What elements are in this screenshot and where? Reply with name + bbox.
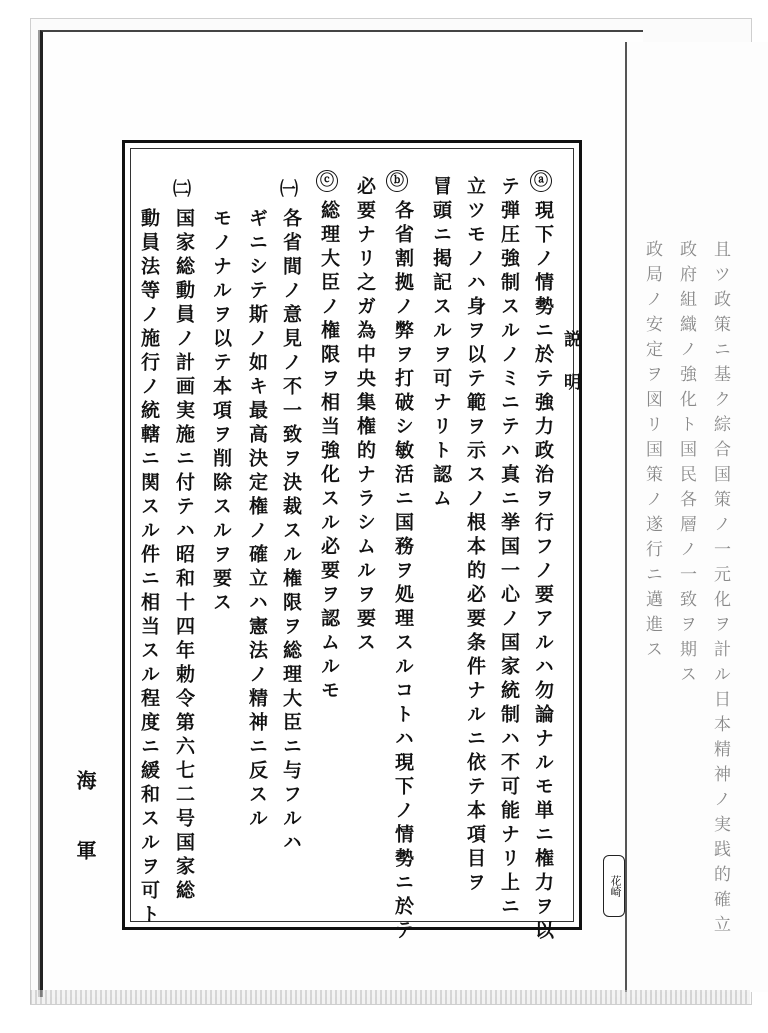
text-column: 現下ノ情勢ニ於テ強力政治ヲ行フノ要アルハ勿論ナルモ単ニ権力ヲ以 — [532, 200, 554, 944]
text-column: 各省割拠ノ弊ヲ打破シ敏活ニ国務ヲ処理スルコトハ現下ノ情勢ニ於テ — [392, 200, 414, 944]
heading-setsumei: 説明 — [560, 330, 580, 416]
marker-b: ⓑ — [386, 170, 408, 192]
marker-c: ⓒ — [316, 170, 338, 192]
text-column: 各省間ノ意見ノ不一致ヲ決裁スル権限ヲ総理大臣ニ与フルハ — [280, 208, 302, 856]
text-column: ギニシテ斯ノ如キ最高決定権ノ確立ハ憲法ノ精神ニ反スル — [246, 208, 268, 832]
right-page-column: 且ツ政策ニ基ク綜合国策ノ一元化ヲ計ル日本精神ノ実践的確立 — [710, 240, 730, 940]
marker-a: ⓐ — [530, 170, 552, 192]
text-column: 国家総動員ノ計画実施ニ付テハ昭和十四年勅令第六七二号国家総 — [173, 208, 195, 904]
text-column: 総理大臣ノ権限ヲ相当強化スル必要ヲ認ムルモ — [318, 200, 340, 704]
marker-one: ㈠ — [280, 179, 298, 200]
adjacent-page — [625, 42, 768, 992]
text-column: 動員法等ノ施行ノ統轄ニ関スル件ニ相当スル程度ニ緩和スルヲ可ト — [138, 208, 160, 928]
text-column: 立ツモノハ身ヲ以テ範ヲ示スノ根本的必要条件ナルニ依テ本項目ヲ — [464, 176, 486, 896]
marker-two: ㈡ — [173, 179, 191, 200]
right-page-column: 政府組織ノ強化ト国民各層ノ一致ヲ期ス — [676, 240, 696, 690]
right-page-column: 政局ノ安定ヲ図リ国策ノ遂行ニ邁進ス — [642, 240, 662, 665]
text-column: 冒頭ニ掲記スルヲ可ナリト認ム — [430, 176, 452, 512]
text-column: 必要ナリ之ガ為中央集権的ナラシムルヲ要ス — [354, 176, 376, 656]
seal-stamp: 花崎 — [603, 855, 625, 917]
text-column: モノナルヲ以テ本項ヲ削除スルヲ要ス — [210, 208, 232, 616]
scan-edge — [30, 990, 750, 1004]
side-label-kaigun: 海軍 — [73, 770, 97, 910]
text-column: テ弾圧強制スルノミニテハ真ニ挙国一心ノ国家統制ハ不可能ナリ上ニ — [498, 176, 520, 920]
